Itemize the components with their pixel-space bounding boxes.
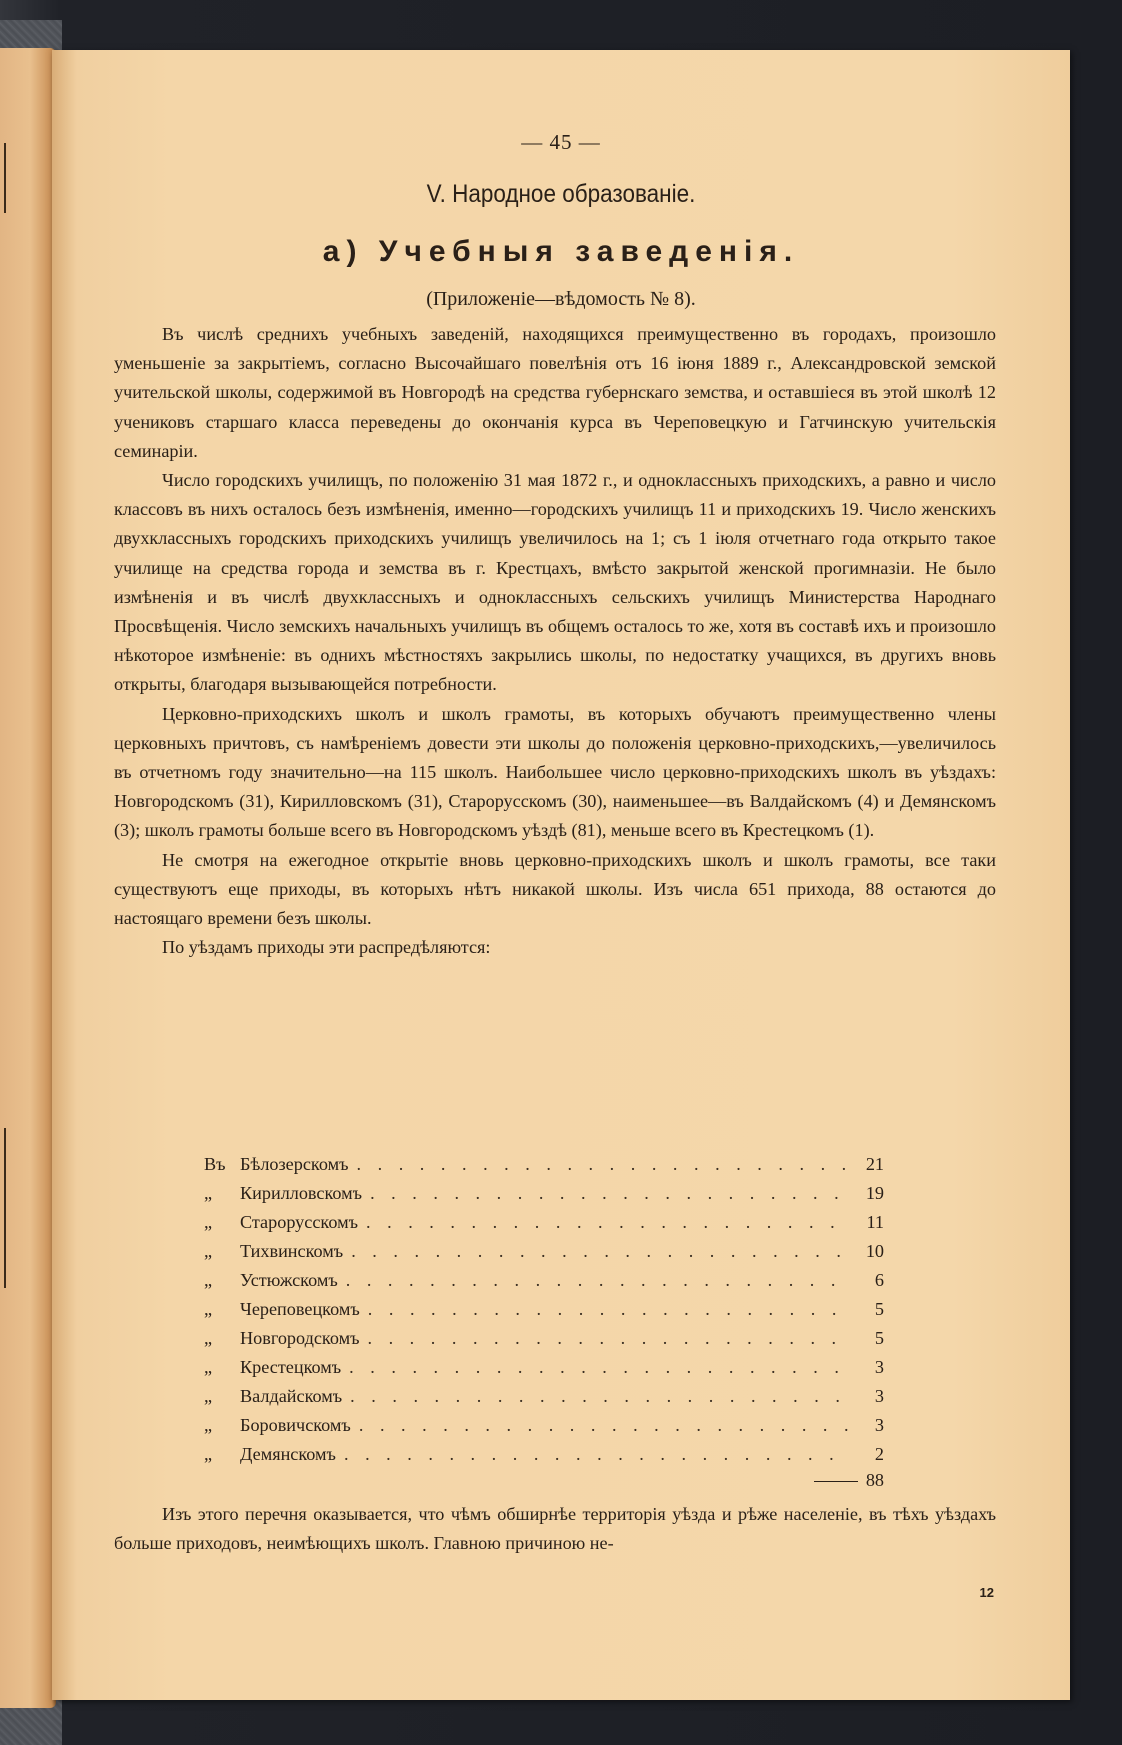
district-name: Бѣлозерскомъ [240, 1154, 349, 1174]
district-name: Череповецкомъ [240, 1299, 360, 1319]
closing-paragraph: Изъ этого перечня оказывается, что чѣмъ обширнѣе территорія уѣзда и рѣже населеніе, въ тѣхъ уѣздахъ больше приходовъ, неимѣющихъ школъ. Главною причиною не- [114, 1504, 996, 1554]
paragraph: Въ числѣ среднихъ учебныхъ заведеній, находящихся преимущественно въ городахъ, произошло уменьшеніе за закрытіемъ, согласно Высочайшаго повелѣнія отъ 16 іюня 1889 г., Александровской земской учительской школы, содержимой въ Новгородѣ на средства губернскаго земства, и оставшіеся въ этой школѣ 12 учениковъ старшаго класса переведены до окончанія курса въ Череповецкую и Гатчинскую учительскія семинаріи. [114, 324, 996, 461]
district-name: Старорусскомъ [240, 1212, 358, 1232]
list-item-prefix: „ [204, 1212, 213, 1232]
list-item [204, 1324, 884, 1353]
district-count: 21 [865, 1154, 884, 1174]
leader-dots [368, 1295, 850, 1324]
list-item-prefix: „ [204, 1357, 213, 1377]
page-number: — 45 — [521, 130, 601, 154]
district-name: Новгородскомъ [240, 1328, 360, 1348]
list-item-prefix: „ [204, 1386, 213, 1406]
district-count: 3 [874, 1357, 884, 1377]
district-count: 5 [874, 1328, 884, 1348]
paragraph: Число городскихъ училищъ, по положенію 31 мая 1872 г., и одноклассныхъ приходскихъ, а равно и число классовъ въ нихъ осталось безъ измѣненія, именно—городскихъ училищъ 11 и приходскихъ 19. Число женскихъ двухклассныхъ городскихъ приходскихъ училищъ увеличилось на 1; съ 1 іюля отчетнаго года открыто такое училище на средства города и земства въ г. Крестцахъ, вмѣсто закрытой женской прогимназіи. Не было измѣненія и въ числѣ двухклассныхъ и одноклассныхъ сельскихъ училищъ Министерства Народнаго Просвѣщенія. Число земскихъ начальныхъ училищъ въ общемъ осталось то же, хотя въ составѣ ихъ и произошло нѣкоторое измѣненіе: въ однихъ мѣстностяхъ закрылись школы, по недостатку учащихся, въ другихъ вновь открыты, благодаря вызывающейся потребности. [114, 470, 996, 695]
list-item [204, 1353, 884, 1382]
list-total [752, 1470, 884, 1491]
leader-dots [351, 1237, 850, 1266]
list-item [204, 1295, 884, 1324]
list-item [204, 1179, 884, 1208]
paragraph: Не смотря на ежегодное открытіе вновь церковно-приходскихъ школъ и школъ грамоты, все таки существуютъ еще приходы, въ которыхъ нѣтъ никакой школы. Изъ числа 651 прихода, 88 остаются до настоящаго времени безъ школы. [114, 849, 996, 929]
district-count: 6 [874, 1270, 884, 1290]
district-count: 10 [865, 1241, 884, 1261]
leader-dots [366, 1208, 850, 1237]
paragraph: Церковно-приходскихъ школъ и школъ грамоты, въ которыхъ обучаютъ преимущественно члены церковныхъ причтовъ, съ намѣреніемъ довести эти школы до положенія церковно-приходскихъ,—увеличилось въ отчетномъ году значительно—на 115 школъ. Наибольшее число церковно-приходскихъ школъ въ уѣздахъ: Новгородскомъ (31), Кирилловскомъ (31), Старорусскомъ (30), наименьшее—въ Валдайскомъ (4) и Демянскомъ (3); школъ грамоты больше всего въ Новгородскомъ уѣздѣ (81), меньше всего въ Крестецкомъ (1). [114, 703, 996, 841]
list-item-prefix: „ [204, 1270, 213, 1290]
document-page [52, 50, 1070, 1700]
appendix-note: (Приложеніе—вѣдомость № 8). [426, 288, 696, 310]
district-name: Устюжскомъ [240, 1270, 338, 1290]
district-count: 19 [865, 1183, 884, 1203]
total-value: 88 [865, 1470, 884, 1490]
body-text [114, 320, 996, 962]
leader-dots [344, 1440, 850, 1469]
list-item-prefix: „ [204, 1299, 213, 1319]
leader-dots [346, 1266, 850, 1295]
list-intro: По уѣздамъ приходы эти распредѣляются: [162, 937, 491, 958]
district-name: Тихвинскомъ [240, 1241, 344, 1261]
district-name: Валдайскомъ [240, 1386, 343, 1406]
district-count: 3 [874, 1415, 884, 1435]
leader-dots [367, 1324, 850, 1353]
district-list [204, 1150, 884, 1469]
list-item-prefix: „ [204, 1241, 213, 1261]
list-item [204, 1411, 884, 1440]
list-item-prefix: „ [204, 1415, 213, 1435]
district-count: 11 [866, 1212, 884, 1232]
total-rule [814, 1481, 858, 1482]
list-item [204, 1208, 884, 1237]
facing-page-mark [4, 143, 6, 213]
facing-page-edge [0, 48, 56, 1708]
subsection-title: а) Учебныя заведенія. [322, 235, 800, 268]
leader-dots [370, 1179, 850, 1208]
list-item-prefix: „ [204, 1444, 213, 1464]
leader-dots [357, 1150, 851, 1179]
list-item [204, 1266, 884, 1295]
district-count: 3 [874, 1386, 884, 1406]
leader-dots [350, 1382, 850, 1411]
facing-page-mark [4, 1128, 6, 1288]
list-item [204, 1237, 884, 1266]
district-name: Крестецкомъ [240, 1357, 342, 1377]
list-item [204, 1382, 884, 1411]
list-item [204, 1440, 884, 1469]
list-item-prefix: „ [204, 1328, 213, 1348]
list-item [204, 1150, 884, 1179]
district-count: 2 [874, 1444, 884, 1464]
list-item-prefix: Въ [204, 1154, 226, 1174]
section-title: V. Народное образованіе. [426, 180, 696, 208]
signature-mark: 12 [979, 1585, 994, 1600]
leader-dots [349, 1353, 850, 1382]
district-name: Боровичскомъ [240, 1415, 351, 1435]
leader-dots [359, 1411, 850, 1440]
district-count: 5 [874, 1299, 884, 1319]
district-name: Кирилловскомъ [240, 1183, 363, 1203]
list-item-prefix: „ [204, 1183, 213, 1203]
district-name: Демянскомъ [240, 1444, 336, 1464]
closing-text [114, 1500, 996, 1558]
